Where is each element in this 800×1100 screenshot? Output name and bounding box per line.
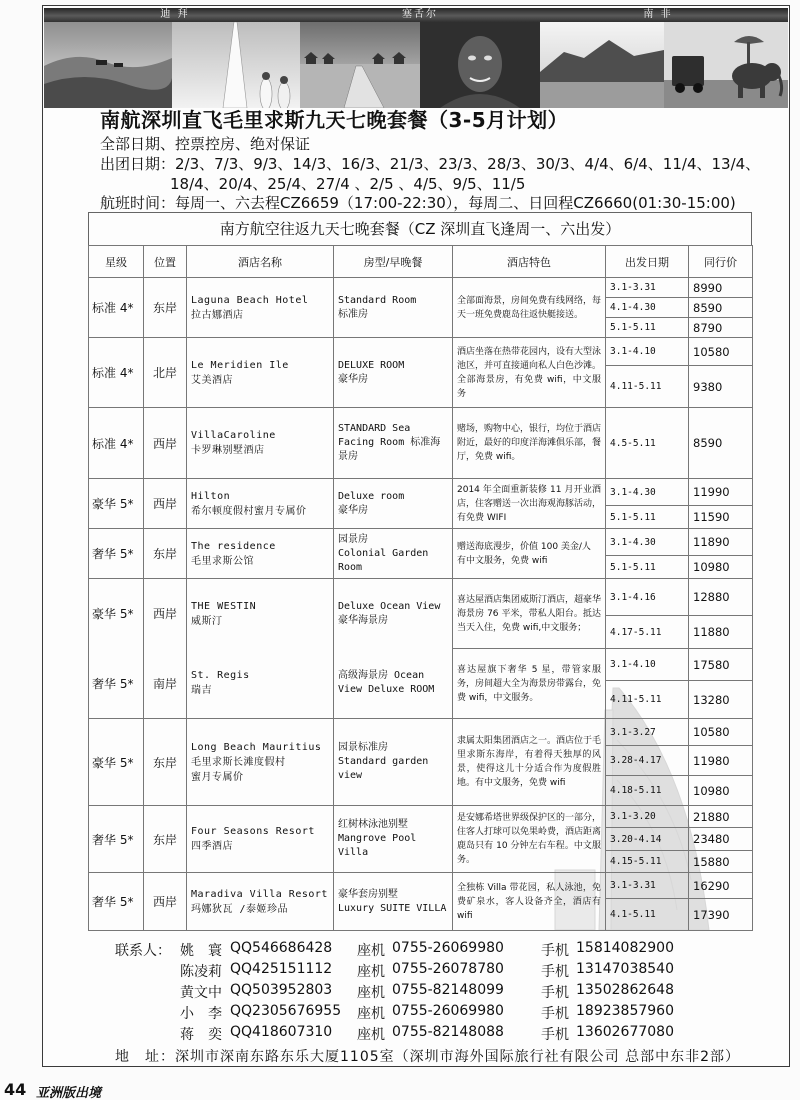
hotel-name-line: St. Regis: [191, 670, 250, 682]
hotel-star-rating: 奢华 5*: [89, 649, 144, 719]
room-type-line: Standard garden view: [338, 756, 429, 781]
contact-mobile: 13147038540: [576, 961, 674, 977]
room-type: [334, 338, 453, 408]
table-row: [89, 278, 753, 298]
hotel-name: [187, 338, 334, 408]
table-row: [89, 873, 753, 899]
publication-name: 亚洲版出境: [36, 1086, 102, 1100]
room-type-line: Luxury SUITE VILLA: [338, 902, 447, 914]
hotel-name-line: Le Meridien Ile: [191, 359, 289, 371]
hotel-feature-text: 全部面海景，房间免费有线网络，每天一班免费鹿岛往返快艇接送。: [457, 295, 602, 320]
room-type-line: 红树林泳池别墅: [338, 819, 408, 830]
peer-price: 11890: [689, 529, 753, 556]
peer-price: 11880: [689, 616, 753, 649]
room-type-line: Mangrove Pool Villa: [338, 833, 417, 858]
hotel-feature-text: 喜达屋旗下奢华 5 星，带管家服务，房间超大全为海景房带露台，免费 wifi，中文服务。: [457, 664, 602, 703]
contact-name: 小 李: [180, 1006, 222, 1022]
hotel-feature-text: 全独栋 Villa 带花园，私人泳池，免费矿泉水，客人设备齐全，酒店有 wifi: [457, 882, 601, 921]
hotel-name: [187, 649, 334, 719]
room-type-line: 豪华房: [338, 373, 368, 385]
room-type: [334, 806, 453, 873]
mobile-label: 手机: [541, 985, 569, 1001]
table-row: [89, 408, 753, 479]
hotel-name-line: 艾美酒店: [191, 374, 233, 386]
hotel-location: 西岸: [144, 579, 187, 649]
peer-price: 10980: [689, 776, 753, 806]
hotel-name: [187, 278, 334, 338]
mobile-label: 手机: [541, 1006, 569, 1022]
contact-landline: 0755-82148099: [392, 982, 504, 998]
contact-landline: 0755-26069980: [392, 1003, 504, 1019]
landline-label: 座机: [357, 1006, 385, 1022]
hotel-location: 西岸: [144, 873, 187, 931]
hotel-star-rating: 奢华 5*: [89, 873, 144, 931]
contact-landline: 0755-26069980: [392, 940, 504, 956]
desert-photo: [44, 22, 172, 108]
room-type-line: 园景标准房: [338, 742, 388, 753]
peer-price: 15880: [689, 851, 753, 873]
hotel-star-rating: 豪华 5*: [89, 719, 144, 806]
departure-dates-line-2: 18/4、20/4、25/4、27/4 、2/5 、4/5、9/5、11/5: [170, 175, 526, 193]
departure-period: 4.15-5.11: [606, 851, 689, 873]
hotel-features: [453, 529, 606, 579]
hotel-location: 东岸: [144, 719, 187, 806]
contact-qq: QQ2305676955: [230, 1003, 342, 1019]
col-hotel-name-header: 酒店名称: [187, 246, 334, 278]
room-type-line: Deluxe room: [338, 490, 405, 502]
hotel-features: [453, 579, 606, 649]
room-type-line: 标准房: [338, 308, 368, 320]
guarantee-text: 全部日期、控票控房、绝对保证: [100, 135, 311, 153]
departure-period: 3.1-3.20: [606, 806, 689, 828]
destination-label-dubai: 迪 拜: [160, 9, 190, 20]
departure-period: 3.28-4.17: [606, 746, 689, 776]
contact-row: [0, 982, 800, 1002]
departure-period: 4.11-5.11: [606, 366, 689, 408]
hotel-features: [453, 278, 606, 338]
page-title: 南航深圳直飞毛里求斯九天七晚套餐（3-5月计划）: [100, 108, 569, 132]
room-type: [334, 529, 453, 579]
contact-name: 陈凌莉: [180, 964, 222, 980]
landline-label: 座机: [357, 985, 385, 1001]
flight-times: 航班时间：每周一、六去程CZ6659（17:00-22:30），每周二、日回程CZ6660(01:30-15:00): [100, 194, 736, 212]
hotel-name: [187, 408, 334, 479]
room-type-line: Colonial Garden Room: [338, 547, 429, 573]
contact-row: [0, 1024, 800, 1044]
hotel-feature-text: 酒店坐落在热带花园内，设有大型泳池区，并可直接通向私人白色沙滩。全部海景房，有免费 wifi，中文服务: [457, 346, 602, 399]
hotel-name: [187, 806, 334, 873]
hotel-features: [453, 873, 606, 931]
contact-row: [0, 940, 800, 960]
peer-price: 10580: [689, 719, 753, 746]
contact-mobile: 15814082900: [576, 940, 674, 956]
departure-period: 4.5-5.11: [606, 408, 689, 479]
pier-photo: [300, 22, 420, 108]
contact-name: 姚 寰: [180, 943, 222, 959]
hotel-name: [187, 579, 334, 649]
room-type-line: 豪华海景房: [338, 614, 388, 626]
peer-price: 10580: [689, 338, 753, 366]
peer-price: 17390: [689, 899, 753, 931]
col-room-type-header: 房型/早晚餐: [334, 246, 453, 278]
hotel-name-line: 毛里求斯公馆: [191, 555, 254, 567]
col-features-header: 酒店特色: [453, 246, 606, 278]
table-row: [89, 579, 753, 616]
address: [115, 1046, 740, 1066]
peer-price: 23480: [689, 828, 753, 851]
contact-name: 黄文中: [180, 985, 222, 1001]
table-row: [89, 479, 753, 506]
hotel-name-line: 希尔顿度假村蜜月专属价: [191, 505, 307, 517]
safari-photo: [664, 22, 788, 108]
landline-label: 座机: [357, 943, 385, 959]
peer-price: 11590: [689, 506, 753, 529]
hotel-name-line: Four Seasons Resort: [191, 826, 315, 837]
contact-mobile: 13502862648: [576, 982, 674, 998]
hotel-location: 北岸: [144, 338, 187, 408]
hotel-name-line: Long Beach Mauritius: [191, 741, 322, 753]
hotel-name: [187, 719, 334, 806]
room-type: [334, 408, 453, 479]
departure-period: 4.11-5.11: [606, 681, 689, 719]
departure-period: 4.17-5.11: [606, 616, 689, 649]
hotel-name-line: 拉古娜酒店: [191, 309, 244, 321]
departure-period: 3.1-4.10: [606, 338, 689, 366]
col-star-header: 星级: [89, 246, 144, 278]
hotel-name-line: 毛里求斯长滩度假村: [191, 756, 286, 768]
peer-price: 21880: [689, 806, 753, 828]
address-label: 地 址：: [115, 1049, 175, 1065]
contact-landline: 0755-26078780: [392, 961, 504, 977]
peer-price: 10980: [689, 556, 753, 579]
hotel-location: 东岸: [144, 278, 187, 338]
room-type-line: STANDARD Sea Facing Room 标准海景房: [338, 423, 441, 462]
banner-photos: [44, 22, 788, 108]
hotel-feature-text: 赠送海底漫步，价值 100 美金/人: [457, 541, 591, 552]
hotel-location: 西岸: [144, 408, 187, 479]
table-title: 南方航空往返九天七晚套餐（CZ 深圳直飞逢周一、六出发）: [88, 212, 752, 246]
room-type: [334, 278, 453, 338]
contact-qq: QQ546686428: [230, 940, 333, 956]
room-type-line: 园景房: [338, 533, 368, 545]
peer-price: 12880: [689, 579, 753, 616]
hotel-star-rating: 标准 4*: [89, 338, 144, 408]
table-header-row: [89, 246, 753, 278]
hotel-feature-text: 是安娜希塔世界级保护区的一部分，住客人打球可以免果岭费，酒店距离鹿岛只有 10 分钟左右车程。中文服务。: [457, 813, 602, 865]
peer-price: 13280: [689, 681, 753, 719]
hotel-name-line: 威斯汀: [191, 615, 223, 627]
hotel-name-line: Maradiva Villa Resort: [191, 888, 328, 900]
hotel-feature-text: 喜达屋酒店集团威斯汀酒店，超豪华海景房 76 平米，带私人阳台。抵达当天入住，免费 wifi,中文服务；: [457, 594, 602, 633]
contacts-label: 联系人：: [115, 943, 171, 959]
room-type: [334, 649, 453, 719]
table-row: [89, 649, 753, 681]
room-type: [334, 873, 453, 931]
departure-period: 3.1-4.10: [606, 649, 689, 681]
contact-qq: QQ425151112: [230, 961, 333, 977]
departure-period: 5.1-5.11: [606, 556, 689, 579]
room-type: [334, 719, 453, 806]
hotel-name-line: THE WESTIN: [191, 600, 257, 612]
hotel-name: [187, 479, 334, 529]
hotel-features: [453, 479, 606, 529]
departure-dates-line-1: 出团日期：2/3、7/3、9/3、14/3、16/3、21/3、23/3、28/3、30/3、4/4、6/4、11/4、13/4、: [100, 155, 761, 173]
contact-name: 蒋 奕: [180, 1027, 222, 1043]
col-dates-header: 出发日期: [606, 246, 689, 278]
landline-label: 座机: [357, 1027, 385, 1043]
hotel-star-rating: 标准 4*: [89, 278, 144, 338]
hotel-star-rating: 豪华 5*: [89, 479, 144, 529]
peer-price: 8990: [689, 278, 753, 298]
peer-price: 8590: [689, 408, 753, 479]
contact-row: [0, 1003, 800, 1023]
contact-qq: QQ418607310: [230, 1024, 333, 1040]
hotel-price-table: [88, 245, 753, 931]
mobile-label: 手机: [541, 943, 569, 959]
room-type-line: 高级海景房 Ocean View Deluxe ROOM: [338, 670, 435, 696]
room-type-line: 豪华房: [338, 504, 368, 516]
hotel-feature-text: 赌场，购物中心，银行，均位于酒店附近，最好的印度洋海滩俱乐部，餐厅，免费 wifi。: [457, 424, 602, 462]
destination-label-seychelles: 塞舌尔: [402, 9, 438, 20]
hotel-feature-text: 有中文服务，免费 wifi: [457, 555, 548, 566]
peer-price: 16290: [689, 873, 753, 899]
hotel-location: 西岸: [144, 479, 187, 529]
room-type: [334, 479, 453, 529]
address-value: 深圳市深南东路东乐大厦1105室（深圳市海外国际旅行社有限公司 总部中东非2部）: [175, 1049, 740, 1065]
peer-price: 11990: [689, 479, 753, 506]
hotel-features: [453, 806, 606, 873]
hotel-name-line: Laguna Beach Hotel: [191, 294, 309, 306]
page-number: 44: [4, 1080, 27, 1099]
peer-price: 9380: [689, 366, 753, 408]
hotel-star-rating: 奢华 5*: [89, 529, 144, 579]
contact-mobile: 18923857960: [576, 1003, 674, 1019]
hotel-star-rating: 豪华 5*: [89, 579, 144, 649]
hotel-location: 东岸: [144, 529, 187, 579]
departure-period: 4.18-5.11: [606, 776, 689, 806]
room-type-line: Deluxe Ocean View: [338, 600, 441, 612]
peer-price: 17580: [689, 649, 753, 681]
destination-label-south-africa: 南 非: [643, 9, 673, 20]
hotel-features: [453, 338, 606, 408]
peer-price: 8790: [689, 318, 753, 338]
hotel-location: 南岸: [144, 649, 187, 719]
hotel-name-line: 玛娜狄瓦 /泰姬珍品: [191, 903, 289, 915]
contact-row: [0, 961, 800, 981]
departure-period: 3.1-4.30: [606, 529, 689, 556]
hotel-features: [453, 408, 606, 479]
hotel-features: [453, 719, 606, 806]
room-type-line: DELUXE ROOM: [338, 359, 405, 371]
departure-period: 3.1-4.16: [606, 579, 689, 616]
departure-period: 3.1-3.27: [606, 719, 689, 746]
hotel-feature-text: 2014 年全面重新装修 11 月开业酒店，住客赠送一次出海观海豚活动，有免费 WIFI: [457, 484, 602, 523]
departure-period: 3.1-3.31: [606, 278, 689, 298]
contact-mobile: 13602677080: [576, 1024, 674, 1040]
hotel-name-line: 四季酒店: [191, 841, 233, 852]
table-row: [89, 338, 753, 366]
departure-period: 3.1-4.30: [606, 479, 689, 506]
hotel-name-line: The residence: [191, 540, 276, 552]
col-price-header: 同行价: [689, 246, 753, 278]
departure-period: 5.1-5.11: [606, 506, 689, 529]
contact-qq: QQ503952803: [230, 982, 333, 998]
hotel-name-line: Hilton: [191, 490, 231, 502]
table-row: [89, 806, 753, 828]
hotel-name-line: 卡罗琳别墅酒店: [191, 445, 265, 456]
room-type: [334, 579, 453, 649]
peer-price: 11980: [689, 746, 753, 776]
hotel-name-line: 蜜月专属价: [191, 771, 244, 783]
departure-period: 4.1-4.30: [606, 298, 689, 318]
hotel-location: 东岸: [144, 806, 187, 873]
peer-price: 8590: [689, 298, 753, 318]
contact-landline: 0755-82148088: [392, 1024, 504, 1040]
departure-period: 5.1-5.11: [606, 318, 689, 338]
hotel-name: [187, 529, 334, 579]
departure-period: 4.1-5.11: [606, 899, 689, 931]
hotel-star-rating: 标准 4*: [89, 408, 144, 479]
mobile-label: 手机: [541, 964, 569, 980]
room-type-line: 豪华套房别墅: [338, 888, 398, 900]
hotel-feature-text: 隶属太阳集团酒店之一。酒店位于毛里求斯东海岸，有着得天独厚的风景，使得这儿十分适合作为度假胜地。有中文服务，免费 wifi: [457, 736, 602, 788]
col-location-header: 位置: [144, 246, 187, 278]
mountain-photo: [540, 22, 664, 108]
landline-label: 座机: [357, 964, 385, 980]
hotel-name-line: VillaCaroline: [191, 430, 276, 441]
room-type-line: Standard Room: [338, 294, 417, 306]
mobile-label: 手机: [541, 1027, 569, 1043]
table-row: [89, 529, 753, 556]
tower-photo: [172, 22, 300, 108]
departure-period: 3.1-3.31: [606, 873, 689, 899]
hotel-name: [187, 873, 334, 931]
hotel-features: [453, 649, 606, 719]
table-row: [89, 719, 753, 746]
departure-period: 3.20-4.14: [606, 828, 689, 851]
hotel-name-line: 瑞吉: [191, 685, 212, 697]
hotel-star-rating: 奢华 5*: [89, 806, 144, 873]
portrait-photo: [420, 22, 540, 108]
